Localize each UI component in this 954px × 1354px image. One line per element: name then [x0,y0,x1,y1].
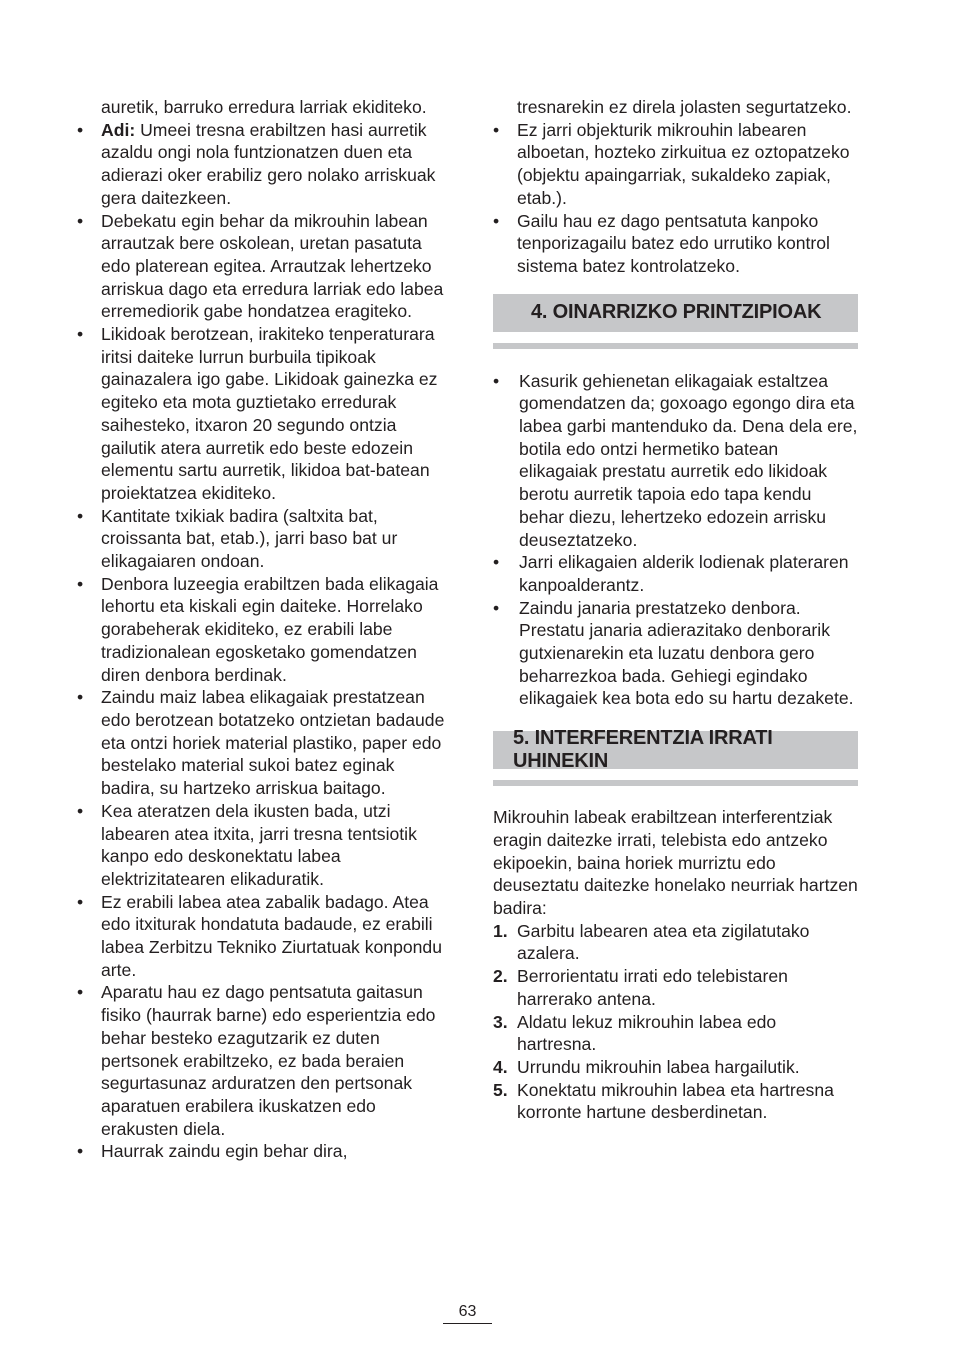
section-divider [493,780,858,786]
list-item [493,210,858,278]
list-item-text: Zaindu janaria prestatzeko denbora. Prestatu janaria adierazitako denborarik gutxienarekin eta luzatu denbora gero beharrezkoa bada. Gehiegi egindako elikagaiek kea bota edo su hartu dezakete. [519,597,854,709]
list-item-text: Kasurik gehienetan elikagaiak estaltzea gomendatzen da; goxoago egongo dira eta labea garbi mantenduko da. Dena dela ere, botila edo ontzi hermetiko batean elikagaiak prestatu aurretik edo likidoak berotu aurretik tapoia edo tapa kendu behar diezu, lehertzeko edozein arrisku deuseztatzeko. [519,370,858,550]
bullet-marker: • [77,119,84,140]
list-item-text: Aparatu hau ez dago pentsatuta gaitasun fisiko (haurrak barne) edo esperientzia edo behar besteko ezagutzarik ez duten pertsonek erabiltzeko, ez bada beraien segurtasunaz arduratzen den pertsonak aparatuen erabilera ikuskatzen edo erakusten diela. [101,982,436,1139]
bullet-marker: • [77,505,84,526]
right-continuation-text: tresnarekin ez direla jolasten segurtatzeko. [517,97,852,117]
list-item [77,210,447,324]
step-number: 5. [493,1079,508,1100]
list-item-text: Garbitu labearen atea eta zigilatutako azalera. [517,920,810,964]
list-item-text: Denbora luzeegia erabiltzen bada elikagaia lehortu eta kiskali egin daiteke. Horrelako gorabeherak ekiditeko, ez erabili labe tradizionalean egosketako gomendatzen diren denbora berdinak. [101,573,439,685]
list-item-text: Konektatu mikrouhin labea eta hartresna korronte hartune desberdinetan. [517,1079,834,1123]
section-5-numbered-list [493,920,858,1124]
list-item [77,800,447,891]
list-item [77,323,447,505]
list-item-text: Debekatu egin behar da mikrouhin labean arrautzak bere oskolean, uretan pasatuta edo platerean egitea. Arrautzak lehertzeko arriskua dago eta erredura larriak edo labea erremediorik gabe hondatzea eragiteko. [101,210,444,322]
bullet-marker: • [77,1141,84,1162]
bullet-marker: • [77,324,84,345]
list-item [77,573,447,687]
list-item [493,920,858,965]
list-item [493,119,858,210]
list-item [493,1079,858,1124]
list-item-text: Berrorientatu irrati edo telebistaren harrerako antena. [517,966,788,1009]
bullet-marker: • [493,119,500,140]
bullet-marker: • [77,800,84,821]
left-continuation-text: auretik, barruko erredura larriak ekiditeko. [101,97,427,117]
list-item-text: Kantitate txikiak badira (saltxita bat, croissanta bat, etab.), jarri baso bat ur elikagaiaren ondoan. [101,505,398,572]
list-item [77,686,447,800]
page-number: 63 [443,1302,492,1324]
list-item-text: Ez erabili labea atea zabalik badago. Atea edo itxiturak hondatuta badaude, ez erabili labea Zerbitzu Tekniko Ziurtatuak konpondu arte. [101,891,443,980]
bullet-marker: • [77,573,84,594]
list-item-text: Gailu hau ez dago pentsatuta kanpoko tenporizagailu batez edo urrutiko kontrol sistema batez kontrolatzeko. [517,210,830,276]
bullet-marker: • [493,552,500,573]
right-top-bullet-list [493,119,858,278]
list-item [493,965,858,1010]
bullet-marker: • [493,597,500,618]
step-number: 1. [493,920,508,941]
bullet-marker: • [77,687,84,708]
bullet-marker: • [493,210,500,231]
bullet-marker: • [77,210,84,231]
list-item [493,597,858,711]
list-item [77,505,447,573]
list-item-text: Urrundu mikrouhin labea hargailutik. [517,1056,800,1077]
list-item-text: Umeei tresna erabiltzen hasi aurretik azaldu ongi nola funtzionatzen duen eta adierazi oker erabiliz gero nolako arriskuak gera daitezkeen. [101,119,436,208]
bullet-marker: • [493,370,500,391]
step-number: 2. [493,966,508,987]
left-column [77,96,447,1163]
list-item [77,891,447,982]
step-number: 3. [493,1011,508,1032]
list-item-text: Aldatu lekuz mikrouhin labea edo hartresna. [517,1011,777,1055]
section-divider [493,343,858,349]
section-4-bullet-list [493,370,858,711]
list-item [493,551,858,596]
list-item-text: Zaindu maiz labea elikagaiak prestatzean edo berotzean botatzeko ontzietan badaude eta ontzi horiek material plastiko, paper edo bestelako material sukoi batez eginak badira, su hartzeko arriskua baitago. [101,687,445,799]
list-item-text: Jarri elikagaien alderik lodienak plateraren kanpoalderantz. [519,552,849,595]
section-4 [493,294,858,349]
list-item-text: Haurrak zaindu egin behar dira, [101,1141,348,1162]
section-heading: 5. INTERFERENTZIA IRRATI UHINEKIN [493,731,858,769]
right-column [493,96,858,1124]
list-item-text: Ez jarri objekturik mikrouhin labearen alboetan, hozteko zirkuitua ez oztopatzeko (objektu apaingarriak, sukaldeko zapiak, etab.). [517,119,850,208]
list-item [493,1056,858,1079]
section-5-intro: Mikrouhin labeak erabiltzean interferentziak eragin daitezke irrati, telebista edo antzeko ekipoekin, baina horiek murriztu edo deuseztatu daitezke honelako neurriak hartzen badira: [493,807,858,918]
list-item [77,981,447,1140]
section-5 [493,727,858,786]
list-item [77,1140,447,1163]
step-number: 4. [493,1056,508,1077]
warning-label: Adi: [101,119,136,140]
list-item-text: Likidoak berotzean, irakiteko tenperaturara iritsi daiteke lurrun burbuila tipikoak gainazalera igo gabe. Likidoak gainezka ez egiteko eta mota guztietako erredurak saihesteko, itxaron 20 segundo ontzia gailutik atera aurretik edo beste edozein elementu sartu aurretik, likidoa bat-batean proiektatzea ekiditeko. [101,324,438,503]
list-item [77,119,447,210]
list-item [493,1011,858,1056]
list-item [493,370,858,552]
left-bullet-list [77,119,447,1163]
bullet-marker: • [77,891,84,912]
list-item-text: Kea ateratzen dela ikusten bada, utzi labearen atea itxita, jarri tresna tentsiotik kanpo edo deskonektatu labea elektrizitatearen elikaduratik. [101,800,417,889]
section-heading: 4. OINARRIZKO PRINTZIPIOAK [493,294,858,332]
bullet-marker: • [77,982,84,1003]
